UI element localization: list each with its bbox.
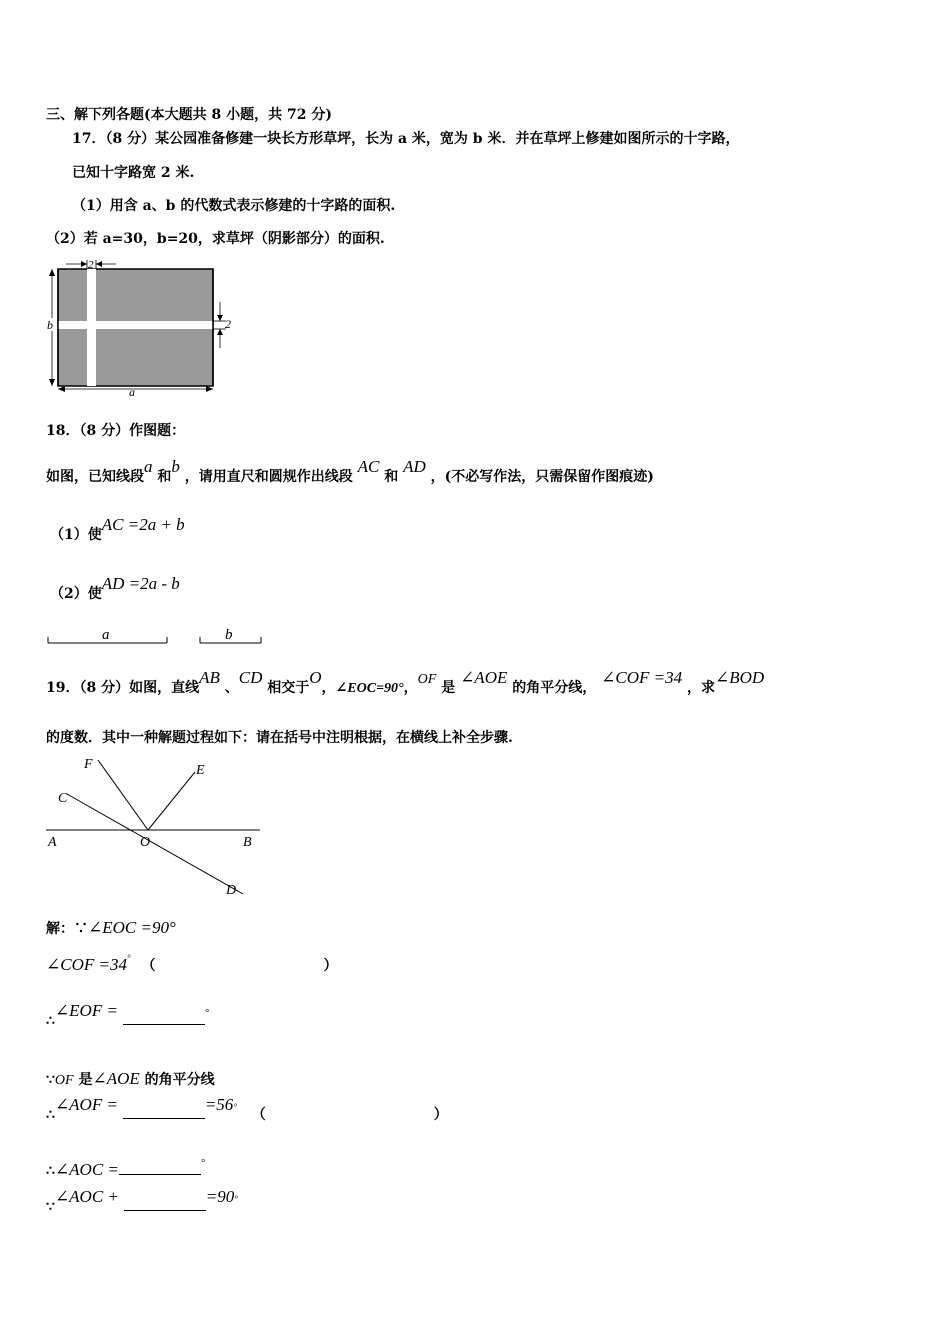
blank-aof[interactable] xyxy=(123,1104,205,1119)
svg-text:E: E xyxy=(196,763,205,778)
q18-formula-1: AC =2a + b xyxy=(101,515,185,534)
q17-line2: 已知十字路宽 2 米. xyxy=(72,165,195,181)
q18-formula-2: AD =2a - b xyxy=(101,574,180,593)
blank-aoc[interactable] xyxy=(119,1160,201,1175)
q18-segments xyxy=(44,624,274,648)
blank-eof[interactable] xyxy=(123,1010,205,1025)
sol-step4: ∵OF 是∠AOE 的角平分线 xyxy=(46,1069,215,1088)
segment-b-label: b xyxy=(225,627,233,643)
sol-step3: ∴∠EOF = ° xyxy=(46,1001,209,1029)
q18-part2: （2）使AD =2a - b xyxy=(50,574,180,602)
var-b: b xyxy=(171,457,180,476)
svg-text:O: O xyxy=(140,835,151,850)
blank-aoc-sum[interactable] xyxy=(124,1196,206,1211)
q18-part1: （1）使AC =2a + b xyxy=(50,515,185,543)
sol-step5: ∴∠AOF = =56° （ ） xyxy=(46,1095,448,1123)
sol-step6: ∴∠AOC = ° xyxy=(46,1158,205,1179)
fig17-label-left: b xyxy=(47,318,53,332)
sol-step7: ∵∠AOC + =90° xyxy=(46,1187,238,1215)
q18-intro: 如图，已知线段a 和b ，请用直尺和圆规作出线段 AC 和 AD ，(不必写作法，只需保留作图痕迹) xyxy=(46,457,654,485)
q19-line1: 19．（8 分）如图，直线AB 、CD 相交于O，∠EOC=90°，OF 是 ∠AOE 的角平分线， ∠COF =34 ，求∠BOD xyxy=(46,668,765,696)
svg-text:D: D xyxy=(226,883,237,898)
seg-ad: AD xyxy=(403,457,426,476)
svg-text:F: F xyxy=(84,757,93,772)
q19-lines-figure xyxy=(40,752,270,902)
q19-line2: 的度数．其中一种解题过程如下：请在括号中注明根据，在横线上补全步骤. xyxy=(46,730,513,746)
svg-text:C: C xyxy=(58,791,68,806)
fig17-label-top: 2 xyxy=(88,259,94,271)
q17-part1: （1）用含 a、b 的代数式表示修建的十字路的面积. xyxy=(72,198,396,214)
segment-a-label: a xyxy=(102,627,110,643)
section-heading: 三、解下列各题(本大题共 8 小题，共 72 分) xyxy=(46,107,332,123)
seg-ac: AC xyxy=(357,457,380,476)
fig17-label-right: 2 xyxy=(225,317,231,331)
sol-step2: ∠COF =34° （ ） xyxy=(46,953,338,974)
var-a: a xyxy=(144,457,153,476)
horizontal-road xyxy=(58,321,213,329)
sol-step1: 解：∵∠EOC =90° xyxy=(46,918,176,937)
svg-text:A: A xyxy=(48,835,57,850)
fig17-label-bottom: a xyxy=(129,385,135,396)
q17-line1: 17．（8 分）某公园准备修建一块长方形草坪，长为 a 米，宽为 b 米．并在草坪上修建如图所示的十字路， xyxy=(72,131,740,147)
q17-part2: （2）若 a=30，b=20，求草坪（阴影部分）的面积. xyxy=(46,231,385,247)
q17-lawn-figure xyxy=(44,256,244,396)
svg-text:B: B xyxy=(243,835,252,850)
q18-title: 18．（8 分）作图题： xyxy=(46,423,186,439)
